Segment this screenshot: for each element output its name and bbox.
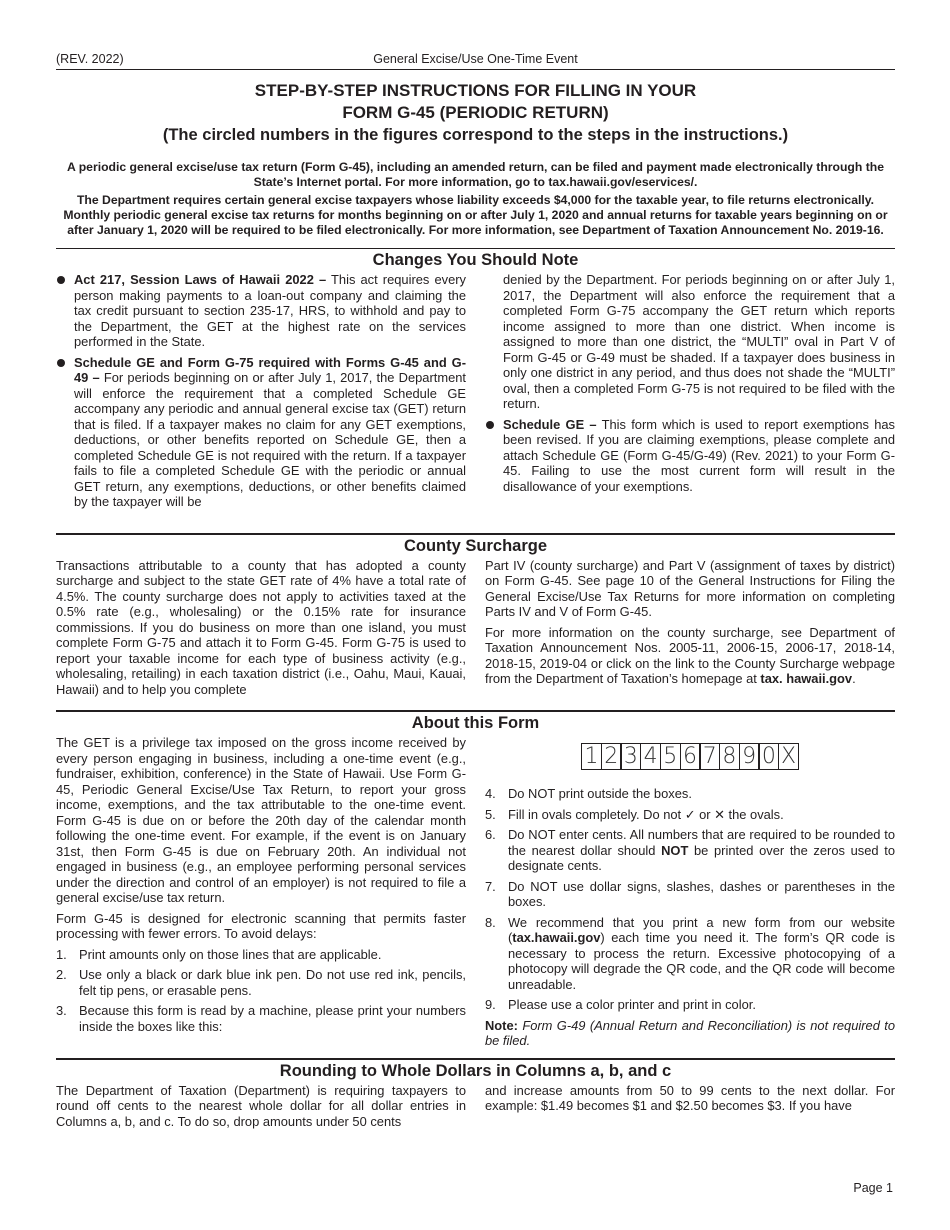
county-more-info: [485, 625, 895, 687]
step-item: [56, 967, 466, 998]
digit-box: X: [778, 743, 799, 770]
page-number: Page 1: [853, 1181, 893, 1195]
rounding-heading: Rounding to Whole Dollars in Columns a, b, and c: [279, 1061, 672, 1080]
step-number: 2.: [56, 967, 67, 982]
rounding-right-text: and increase amounts from 50 to 99 cents to the next dollar. For example: $1.49 becomes $1 and $2.50 becomes $3. If you have: [485, 1082, 895, 1113]
changes-heading: Changes You Should Note: [372, 251, 579, 269]
changes-left-column: [56, 272, 466, 515]
tax-hawaii-link[interactable]: tax. hawaii.gov: [760, 671, 853, 686]
page-title-line2: FORM G-45 (PERIODIC RETURN): [342, 103, 609, 122]
running-header: [56, 52, 895, 70]
digit-box: 6: [680, 743, 701, 770]
step-number: 4.: [485, 786, 496, 801]
county-more-info-end: .: [852, 671, 856, 686]
about-right-column: [485, 735, 895, 1054]
bullet-icon: [57, 276, 65, 284]
rounding-right-column: [485, 1083, 895, 1135]
digit-box: 1: [581, 743, 602, 770]
step-number: 5.: [485, 806, 496, 822]
step-text: Print amounts only on those lines that are applicable.: [79, 946, 382, 962]
about-left-column: [56, 735, 466, 1054]
step-text: Fill in ovals completely. Do not ✓ or ✕ the ovals.: [508, 806, 784, 822]
note-label: Note:: [485, 1017, 518, 1033]
county-columns: [56, 558, 895, 703]
digit-box: 5: [660, 743, 681, 770]
step-emphasis: NOT: [661, 842, 689, 858]
bullet-icon: [486, 421, 494, 429]
section-divider: [56, 710, 895, 712]
rounding-columns: [56, 1083, 895, 1135]
bullet-schedule-ge-g75: [56, 355, 466, 510]
county-left-text: Transactions attributable to a county that has adopted a county surcharge and subject to the state GET rate of 4% have a total rate of 4.5%. The county surcharge does not apply to activities taxed at the 0.5% rate (e.g., wholesaling) or the 0.15% rate for insurance commissions. If you do business on more than one island, you must complete Form G-75 and attach it to Form G-45. Form G-75 is used to report your taxable income for each type of business activity (e.g., wholesaling, retailing) in each taxation district (i.e., Oahu, Maui, Kauai, Hawaii) and to help you complete: [56, 557, 466, 697]
digit-box: 4: [640, 743, 661, 770]
changes-columns: [56, 272, 895, 515]
step-number: 8.: [485, 914, 496, 930]
county-heading: County Surcharge: [403, 536, 548, 555]
digit-box: 0: [758, 743, 779, 770]
bullet-schedule-ge-g75-continued: denied by the Department. For periods beginning on or after July 1, 2017, the Department will also enforce the requirement that a completed Form G-75 accompany the GET return which reports income assigned to more than one district. When income is assigned to more than one district, the “MULTI” oval in Part V of Form G-45 or G-49 must be shaded. If a taxpayer does business in only one district in any period, and thus does not shade the “MULTI” oval, then a completed Form G-75 is not required to be filed with the return.: [503, 272, 895, 411]
bullet-schedule-ge-revised: [485, 417, 895, 495]
county-right-column: [485, 558, 895, 703]
bullet-act-217-title: Act 217, Session Laws of Hawaii 2022 –: [74, 272, 327, 287]
step-item: [485, 807, 895, 823]
step-text: ) each time you need it. The form’s QR code is necessary to process the return. Excessive photocopying of a photocopy will degrade the QR code, and the QR code will become unreadable.: [508, 930, 895, 992]
about-heading: About this Form: [411, 714, 540, 732]
step-text: Do NOT print outside the boxes.: [508, 786, 692, 801]
digit-box: 3: [620, 743, 641, 770]
form-page: [56, 52, 895, 1134]
note-text: Form G-49 (Annual Return and Reconciliation) is not required to be filed.: [485, 1017, 895, 1048]
step-number: 7.: [485, 878, 496, 894]
county-more-info-text: For more information on the county surcharge, see Department of Taxation Announcement Nos. 2005-11, 2006-15, 2006-17, 2018-14, 2018-15, 2019-04 or click on the link to the County Surcharge webpage from the Department of Taxation’s homepage at: [485, 624, 895, 686]
intro-electronic-filing: The Department requires certain general excise taxpayers whose liability exceeds $4,000 for the taxable year, to file returns electronically. Monthly periodic general excise tax returns for months beginning on or after July 1, 2020 and annual returns for taxable years beginning on or after January 1, 2020 will be required to be filed electronically. For more information, see Department of Taxation Announcement No. 2019-16.: [63, 193, 888, 237]
section-divider: [56, 248, 895, 249]
page-title-line3: (The circled numbers in the figures correspond to the steps in the instructions.): [162, 126, 789, 144]
step-text: Use only a black or dark blue ink pen. Do not use red ink, pencils, felt tip pens, or erasable pens.: [79, 967, 466, 998]
bullet-act-217: [56, 272, 466, 350]
about-columns: [56, 735, 895, 1054]
tax-hawaii-link[interactable]: tax.hawaii.gov: [512, 930, 601, 945]
digit-box: 8: [719, 743, 740, 770]
step-item: [56, 1003, 466, 1034]
sample-digit-boxes: [485, 743, 895, 770]
bullet-schedule-ge-g75-title: Schedule GE and Form G-75 required with Forms G-45 and G-49 –: [74, 354, 466, 385]
step-item: [485, 915, 895, 993]
step-number: 6.: [485, 827, 496, 842]
step-item: [485, 827, 895, 874]
rounding-left-text: The Department of Taxation (Department) is requiring taxpayers to round off cents to the nearest whole dollar for all dollar entries in Columns a, b, and c. To do so, drop amounts under 50 cents: [56, 1082, 466, 1129]
step-number: 3.: [56, 1003, 67, 1018]
bullet-schedule-ge-g75-text: For periods beginning on or after July 1, 2017, the Department will enforce the requirement that a completed Schedule GE accompany any periodic and annual general excise tax (GET) return that is filed. If a taxpayer makes no claim for any GET exemptions, deductions, or other benefits reported on Schedule GE, then a completed Schedule GE is not required with the return. If a taxpayer fails to file a completed Schedule GE with the periodic or annual GET return, any exemptions, deductions, or other benefits claimed by the taxpayer will be: [74, 370, 467, 509]
bullet-act-217-text: This act requires every person making payments to a loan-out company and claiming the tax credit pursuant to section 235-17, HRS, to withhold and pay to the Department, the GET at the highest rate on the services performed in the State.: [74, 272, 466, 349]
header-center-title: General Excise/Use One-Time Event: [373, 52, 578, 66]
form-g49-note: [485, 1018, 895, 1049]
step-text: Please use a color printer and print in color.: [508, 997, 756, 1012]
county-left-column: [56, 558, 466, 703]
intro-block: [56, 160, 895, 238]
changes-right-column: [485, 272, 895, 515]
steps-list-left: [56, 947, 466, 1035]
bullet-schedule-ge-title: Schedule GE –: [503, 416, 597, 432]
step-item: [56, 947, 466, 963]
step-number: 1.: [56, 946, 67, 962]
step-text: Because this form is read by a machine, please print your numbers inside the boxes like this:: [79, 1003, 466, 1034]
about-scanning-paragraph: Form G-45 is designed for electronic scanning that permits faster processing with fewer errors. To avoid delays:: [56, 910, 466, 941]
steps-list-right: [485, 786, 895, 1013]
step-text: Do NOT enter cents. All numbers that are required to be rounded to the nearest dollar should: [508, 827, 895, 858]
digit-box: 9: [739, 743, 760, 770]
step-item: [485, 879, 895, 910]
step-item: [485, 997, 895, 1013]
digit-box: 2: [601, 743, 622, 770]
county-right-text: Part IV (county surcharge) and Part V (assignment of taxes by district) on Form G-45. See page 10 of the General Instructions for Filing the General Excise/Use Tax Returns for more information on completing Parts IV and V of Form G-45.: [485, 557, 895, 619]
intro-eservices: A periodic general excise/use tax return (Form G-45), including an amended return, can be filed and payment made electronically through the State’s Internet portal. For more information, go to tax.hawaii.gov/eservices/.: [67, 160, 884, 189]
bullet-icon: [57, 359, 65, 367]
digit-box: 7: [699, 743, 720, 770]
section-divider: [56, 1058, 895, 1060]
step-number: 9.: [485, 997, 496, 1012]
page-title-line1: STEP-BY-STEP INSTRUCTIONS FOR FILLING IN YOUR: [254, 81, 697, 100]
about-get-paragraph: The GET is a privilege tax imposed on the gross income received by every person engaging in business, including a one-time event (e.g., fundraiser, exhibition, conference) in the State of Hawaii. Use Form G-45, Periodic General Excise/Use Tax Return, to report your gross income, exemptions, and the tax attributable to the one-time event. Form G-45 is due on or before the 20th day of the calendar month following the one-time event. For example, if the event is on January 31st, then Form G-45 is due on February 20th. An individual not engaged in business (e.g., an employee performing personal services under the direction and control of an employer) is not required to file a general excise/use tax return.: [56, 735, 466, 905]
section-divider: [56, 533, 895, 535]
bullet-schedule-ge-text: This form which is used to report exemptions has been revised. If you are claiming exemptions, please complete and attach Schedule GE (Form G-45/G-49) (Rev. 2021) to your Form G-45. Failing to use the most current form will result in the disallowance of your exemptions.: [503, 416, 895, 494]
step-text: Do NOT use dollar signs, slashes, dashes or parentheses in the boxes.: [508, 878, 895, 909]
step-text: be printed over the zeros used to designate cents.: [508, 842, 895, 873]
revision-label: (REV. 2022): [56, 52, 124, 66]
rounding-left-column: [56, 1083, 466, 1135]
step-item: [485, 786, 895, 802]
step-text: We recommend that you print a new form from our website (: [508, 914, 895, 945]
